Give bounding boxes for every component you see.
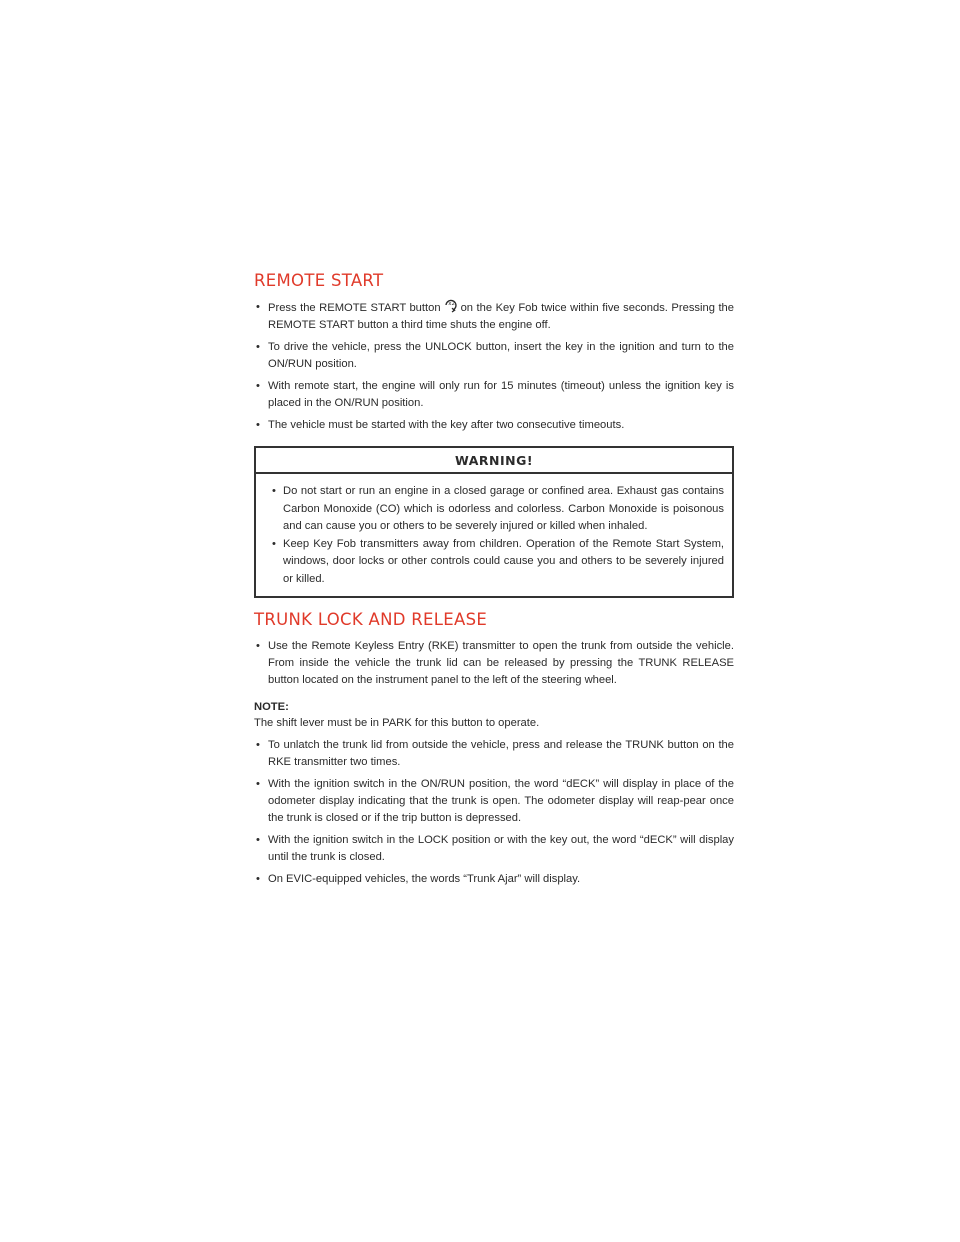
warning-title: WARNING!	[256, 448, 732, 474]
note-text: The shift lever must be in PARK for this button to operate.	[254, 717, 540, 729]
warning-body	[256, 474, 732, 596]
svg-text:x2: x2	[447, 301, 455, 308]
remote-start-list	[254, 299, 734, 434]
remote-start-title: REMOTE START	[254, 271, 384, 290]
warning-box	[254, 446, 734, 598]
note-label: NOTE:	[254, 701, 289, 713]
list-item: • To unlatch the trunk lid from outside the vehicle, press and release the TRUNK button on the RKE transmitter two times.	[254, 737, 734, 771]
trunk-list	[254, 737, 734, 888]
list-item: • Do not start or run an engine in a closed garage or confined area. Exhaust gas contains Carbon Monoxide (CO) which is odorless and colorless. Carbon Monoxide is poisonous and can cause you or others to be severely injured or killed when inhaled.	[270, 483, 724, 536]
list-item: • To drive the vehicle, press the UNLOCK button, insert the key in the ignition and turn to the ON/RUN position.	[254, 339, 734, 373]
warning-list	[270, 483, 724, 588]
list-item: • With the ignition switch in the LOCK position or with the key out, the word “dECK” will display until the trunk is closed.	[254, 832, 734, 866]
list-item: • On EVIC-equipped vehicles, the words “Trunk Ajar” will display.	[254, 871, 734, 888]
trunk-intro-list	[254, 638, 734, 689]
trunk-lock-title: TRUNK LOCK AND RELEASE	[254, 610, 488, 629]
list-item	[254, 299, 734, 334]
page-content	[254, 270, 734, 893]
list-item: • Use the Remote Keyless Entry (RKE) transmitter to open the trunk from outside the vehicle. From inside the vehicle the trunk lid can be released by pressing the TRUNK RELEASE button located on the instrument panel to the left of the steering wheel.	[254, 638, 734, 689]
list-item: • Keep Key Fob transmitters away from children. Operation of the Remote Start System, windows, door locks or other controls could cause you and others to be severely injured or killed.	[270, 536, 724, 589]
remote-start-icon	[443, 299, 458, 313]
list-item-text-before-icon: Press the REMOTE START button	[268, 302, 441, 314]
list-item: • The vehicle must be started with the key after two consecutive timeouts.	[254, 417, 734, 434]
list-item: • With remote start, the engine will only run for 15 minutes (timeout) unless the ignition key is placed in the ON/RUN position.	[254, 378, 734, 412]
list-item-text-after-icon: on the Key Fob twice within five seconds. Pressing the REMOTE START button a third time shuts the engine off.	[268, 302, 734, 331]
list-item: • With the ignition switch in the ON/RUN position, the word “dECK” will display in place of the odometer display indicating that the trunk is open. The odometer display will reap-pear once the trunk is closed or if the trip button is depressed.	[254, 776, 734, 827]
